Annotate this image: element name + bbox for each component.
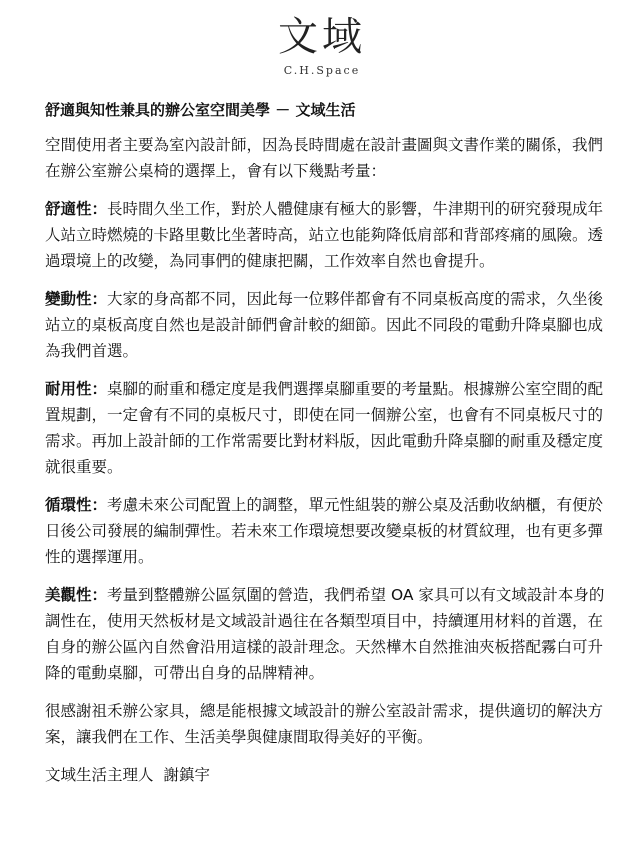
section-body: 考慮未來公司配置上的調整，單元性組裝的辦公桌及活動收納櫃，有便於日後公司發展的編制彈性。若未來工作環境想要改變桌板的材質紋理，也有更多彈性的選擇運用。 — [45, 496, 604, 566]
article-body — [45, 132, 605, 788]
section-title: 循環性： — [45, 496, 108, 514]
section-body: 大家的身高都不同，因此每一位夥伴都會有不同桌板高度的需求，久坐後站立的桌板高度自然也是設計師們會計較的細節。因此不同段的電動升降桌腳也成為我們首選。 — [45, 290, 604, 360]
logo-subtitle: C.H.Space — [283, 64, 361, 77]
section-title: 耐用性： — [45, 380, 108, 398]
section-body: 考量到整體辦公區氛圍的營造，我們希望 OA 家具可以有文域設計本身的調性在，使用天然板材是文域設計過往在各類型項目中，持續運用材料的首選，在自身的辦公區內自然會沿用這樣的設計理念。天然樺木自然推油夾板搭配霧白可升降的電動桌腳，可帶出自身的品牌精神。 — [45, 586, 605, 682]
section-title: 美觀性： — [45, 586, 108, 604]
section-comfort — [45, 196, 605, 274]
section-durability — [45, 376, 605, 480]
section-title: 變動性： — [45, 290, 108, 308]
section-title: 舒適性： — [45, 200, 108, 218]
section-circularity — [45, 492, 605, 570]
logo-mark: 文域 — [278, 14, 366, 60]
intro-paragraph: 空間使用者主要為室內設計師，因為長時間處在設計畫圖與文書作業的關係，我們在辦公室辦公桌椅的選擇上，會有以下幾點考量： — [45, 136, 604, 180]
section-aesthetics — [45, 582, 605, 686]
signature-name: 謝鎮宇 — [163, 766, 211, 784]
section-adjustability — [45, 286, 605, 364]
page-title: 舒適與知性兼具的辦公室空間美學 － 文域生活 — [45, 101, 356, 119]
closing-paragraph: 很感謝祖禾辦公家具，總是能根據文域設計的辦公室設計需求，提供適切的解決方案，讓我們在工作、生活美學與健康間取得美好的平衡。 — [45, 702, 604, 746]
section-body: 桌腳的耐重和穩定度是我們選擇桌腳重要的考量點。根據辦公室空間的配置規劃，一定會有不同的桌板尺寸，即使在同一個辦公室，也會有不同桌板尺寸的需求。再加上設計師的工作常需要比對材料版，因此電動升降桌腳的耐重及穩定度就很重要。 — [45, 380, 604, 476]
signature-role: 文域生活主理人 — [45, 766, 154, 784]
brand-logo — [0, 14, 644, 77]
section-body: 長時間久坐工作，對於人體健康有極大的影響，牛津期刊的研究發現成年人站立時燃燒的卡路里數比坐著時高，站立也能夠降低肩部和背部疼痛的風險。透過環境上的改變，為同事們的健康把關，工作效率自然也會提升。 — [45, 200, 604, 270]
signature — [45, 762, 605, 788]
